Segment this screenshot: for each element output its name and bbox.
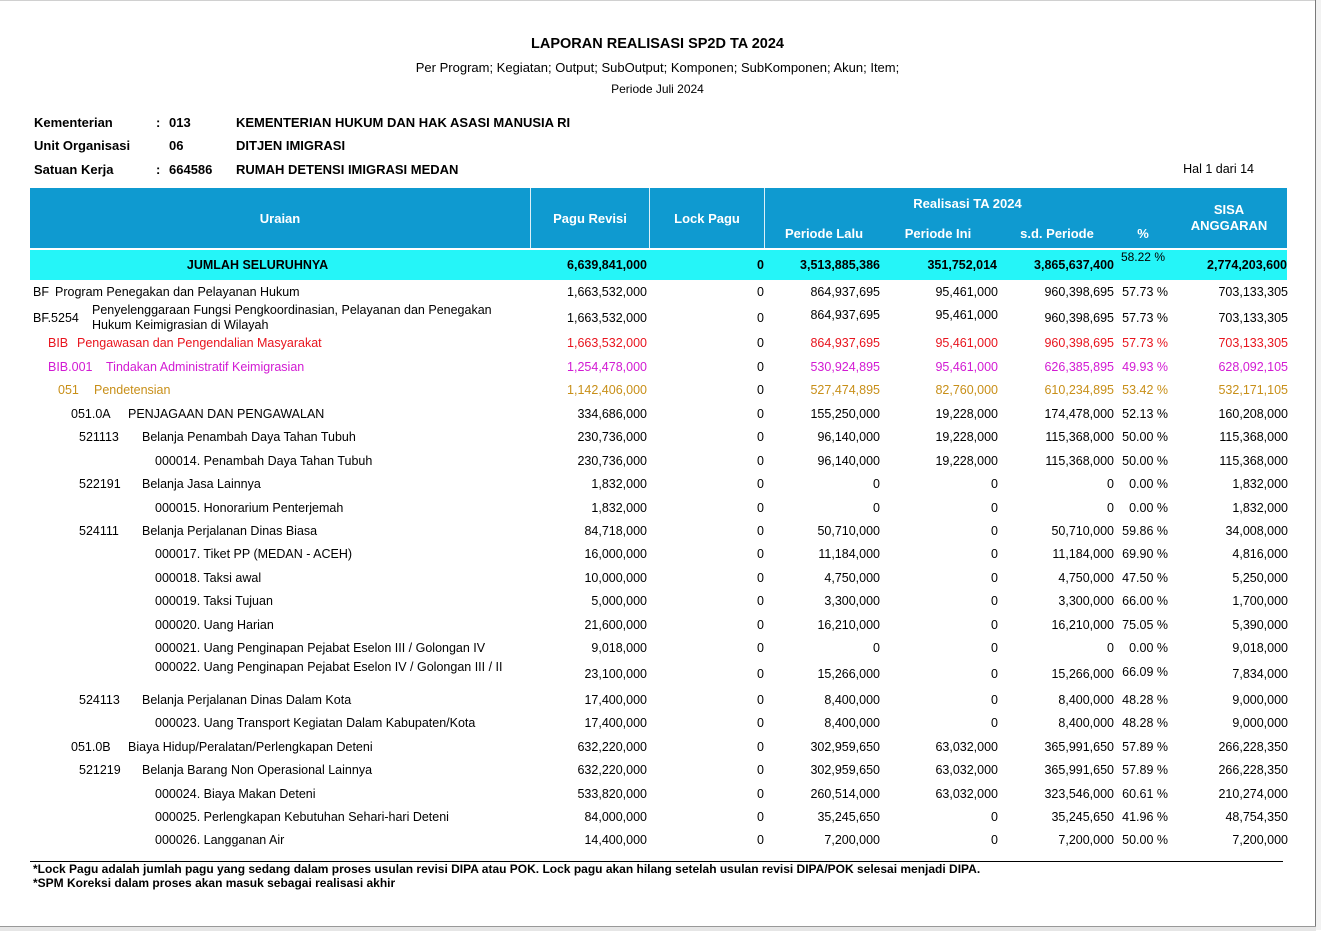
row-lalu: 3,300,000 xyxy=(824,594,880,608)
row-sisa: 34,008,000 xyxy=(1225,524,1288,538)
row-ini: 0 xyxy=(991,547,998,561)
row-ini: 95,461,000 xyxy=(935,285,998,299)
row-pagu: 1,663,532,000 xyxy=(567,336,647,350)
table-header xyxy=(30,188,1287,248)
row-sd: 115,368,000 xyxy=(1045,454,1114,468)
row-lalu: 0 xyxy=(873,477,880,491)
total-pct: 58.22 % xyxy=(1120,250,1165,264)
row-ini: 63,032,000 xyxy=(935,787,998,801)
total-lock: 0 xyxy=(757,258,764,272)
row-pct: 53.42 % xyxy=(1122,383,1168,397)
row-sd: 115,368,000 xyxy=(1045,430,1114,444)
row-label: Belanja Barang Non Operasional Lainnya xyxy=(142,763,373,777)
row-sd: 15,266,000 xyxy=(1051,667,1114,681)
row-ini: 0 xyxy=(991,477,998,491)
row-ini: 95,461,000 xyxy=(935,336,998,350)
row-ini: 0 xyxy=(991,618,998,632)
row-pct: 49.93 % xyxy=(1122,360,1168,374)
table-row xyxy=(0,641,1315,661)
row-pct: 48.28 % xyxy=(1122,693,1168,707)
row-lock: 0 xyxy=(757,501,764,515)
row-lock: 0 xyxy=(757,763,764,777)
row-lalu: 96,140,000 xyxy=(817,454,880,468)
row-sd: 323,546,000 xyxy=(1044,787,1114,801)
row-label: Belanja Jasa Lainnya xyxy=(142,477,261,491)
row-sisa: 266,228,350 xyxy=(1218,740,1288,754)
satker-label: Satuan Kerja xyxy=(34,162,114,177)
row-sisa: 9,000,000 xyxy=(1232,716,1288,730)
row-pct: 48.28 % xyxy=(1122,716,1168,730)
row-label: 000020. Uang Harian xyxy=(155,618,274,632)
table-row xyxy=(0,618,1315,638)
row-sd: 174,478,000 xyxy=(1044,407,1114,421)
row-ini: 0 xyxy=(991,594,998,608)
row-lock: 0 xyxy=(757,833,764,847)
row-label: Belanja Perjalanan Dinas Dalam Kota xyxy=(142,693,352,707)
row-pagu: 5,000,000 xyxy=(591,594,647,608)
col-pagu-revisi: Pagu Revisi xyxy=(553,210,627,226)
table-row xyxy=(0,571,1315,591)
row-lalu: 50,710,000 xyxy=(817,524,880,538)
row-code: BIB.001 xyxy=(48,360,93,374)
table-row xyxy=(0,360,1315,380)
row-sisa: 7,834,000 xyxy=(1232,667,1288,681)
row-sisa: 532,171,105 xyxy=(1218,383,1288,397)
row-label-line2: Hukum Keimigrasian di Wilayah xyxy=(92,318,269,332)
row-label: 000023. Uang Transport Kegiatan Dalam Kabupaten/Kota xyxy=(155,716,476,730)
table-row xyxy=(0,303,1315,333)
row-lock: 0 xyxy=(757,618,764,632)
row-pagu: 10,000,000 xyxy=(584,571,647,585)
table-row xyxy=(0,336,1315,356)
row-lock: 0 xyxy=(757,430,764,444)
row-pagu: 533,820,000 xyxy=(577,787,647,801)
row-sisa: 160,208,000 xyxy=(1218,407,1288,421)
row-pagu: 632,220,000 xyxy=(577,763,647,777)
row-label: Tindakan Administratif Keimigrasian xyxy=(106,360,305,374)
row-lock: 0 xyxy=(757,477,764,491)
table-row xyxy=(0,430,1315,450)
row-sd: 0 xyxy=(1107,641,1114,655)
row-lock: 0 xyxy=(757,336,764,350)
row-lalu: 864,937,695 xyxy=(810,308,880,322)
row-ini: 0 xyxy=(991,667,998,681)
row-label: 000015. Honorarium Penterjemah xyxy=(155,501,344,515)
row-code: 051.0B xyxy=(71,740,111,754)
row-pagu: 632,220,000 xyxy=(577,740,647,754)
row-lalu: 155,250,000 xyxy=(810,407,880,421)
row-ini: 0 xyxy=(991,833,998,847)
row-sisa: 1,832,000 xyxy=(1232,477,1288,491)
page-info: Hal 1 dari 14 xyxy=(1183,162,1254,176)
report-period: Periode Juli 2024 xyxy=(611,82,704,96)
total-row xyxy=(30,250,1287,280)
row-pct: 57.73 % xyxy=(1122,336,1168,350)
row-lalu: 11,184,000 xyxy=(818,547,880,561)
row-label: 000017. Tiket PP (MEDAN - ACEH) xyxy=(155,547,353,561)
row-code: BF.5254 xyxy=(33,311,79,325)
row-lalu: 864,937,695 xyxy=(810,285,880,299)
row-sisa: 9,018,000 xyxy=(1232,641,1288,655)
row-label: Pendetensian xyxy=(94,383,171,397)
row-pagu: 1,663,532,000 xyxy=(567,285,647,299)
row-lock: 0 xyxy=(757,285,764,299)
row-sd: 8,400,000 xyxy=(1058,716,1114,730)
row-pagu: 334,686,000 xyxy=(577,407,647,421)
row-code: 051 xyxy=(58,383,79,397)
row-label: 000021. Uang Penginapan Pejabat Eselon III / Golongan IV xyxy=(155,641,486,655)
note-lock-pagu: *Lock Pagu adalah jumlah pagu yang sedang dalam proses usulan revisi DIPA atau POK. Lock pagu akan hilang setelah usulan revisi DIPA/POK selesai menjadi DIPA. xyxy=(33,862,981,876)
row-lalu: 4,750,000 xyxy=(824,571,880,585)
row-label: Biaya Hidup/Peralatan/Perlengkapan Deteni xyxy=(128,740,373,754)
row-lalu: 302,959,650 xyxy=(810,740,880,754)
row-pct: 57.73 % xyxy=(1122,285,1168,299)
row-ini: 0 xyxy=(991,524,998,538)
row-label: 000014. Penambah Daya Tahan Tubuh xyxy=(155,454,373,468)
row-sd: 365,991,650 xyxy=(1044,740,1114,754)
row-sisa: 628,092,105 xyxy=(1218,360,1288,374)
page-top-edge xyxy=(0,0,1315,1)
row-pct: 47.50 % xyxy=(1122,571,1168,585)
row-ini: 0 xyxy=(991,716,998,730)
col-pct: % xyxy=(1137,225,1149,241)
row-code: BF xyxy=(33,285,49,299)
row-sisa: 115,368,000 xyxy=(1219,430,1288,444)
row-lalu: 530,924,895 xyxy=(810,360,880,374)
row-label: Belanja Penambah Daya Tahan Tubuh xyxy=(142,430,356,444)
row-lalu: 0 xyxy=(873,501,880,515)
row-code: 522191 xyxy=(79,477,121,491)
row-ini: 19,228,000 xyxy=(935,430,998,444)
row-label: 000024. Biaya Makan Deteni xyxy=(155,787,316,801)
row-pagu: 1,142,406,000 xyxy=(567,383,647,397)
row-sd: 8,400,000 xyxy=(1058,693,1114,707)
row-pct: 41.96 % xyxy=(1122,810,1168,824)
row-pagu: 17,400,000 xyxy=(584,716,647,730)
row-code: 524113 xyxy=(79,693,120,707)
row-pct: 50.00 % xyxy=(1122,454,1168,468)
row-ini: 0 xyxy=(991,641,998,655)
row-lock: 0 xyxy=(757,311,764,325)
row-lalu: 96,140,000 xyxy=(817,430,880,444)
row-lock: 0 xyxy=(757,407,764,421)
table-row xyxy=(0,383,1315,403)
row-sisa: 7,200,000 xyxy=(1232,833,1288,847)
kementerian-code: 013 xyxy=(169,115,191,130)
row-sd: 960,398,695 xyxy=(1044,311,1114,325)
row-pagu: 1,832,000 xyxy=(591,477,647,491)
row-sisa: 115,368,000 xyxy=(1219,454,1288,468)
col-sisa-anggaran: SISA ANGGARAN xyxy=(1190,202,1268,233)
total-sd: 3,865,637,400 xyxy=(1034,258,1114,272)
row-pct: 0.00 % xyxy=(1129,477,1168,491)
row-pagu: 17,400,000 xyxy=(584,693,647,707)
row-lalu: 15,266,000 xyxy=(817,667,880,681)
row-ini: 0 xyxy=(991,571,998,585)
row-sd: 35,245,650 xyxy=(1051,810,1114,824)
row-lock: 0 xyxy=(757,810,764,824)
row-pagu: 84,718,000 xyxy=(584,524,647,538)
table-row xyxy=(0,740,1315,760)
table-row xyxy=(0,547,1315,567)
row-label: PENJAGAAN DAN PENGAWALAN xyxy=(128,407,325,421)
unit-label: Unit Organisasi xyxy=(34,138,131,153)
total-pagu: 6,639,841,000 xyxy=(567,258,647,272)
row-pagu: 1,832,000 xyxy=(591,501,647,515)
row-ini: 95,461,000 xyxy=(935,360,998,374)
row-code: 521219 xyxy=(79,763,121,777)
row-pagu: 84,000,000 xyxy=(584,810,647,824)
satker-name: RUMAH DETENSI IMIGRASI MEDAN xyxy=(236,162,459,177)
row-lalu: 864,937,695 xyxy=(810,336,880,350)
row-lock: 0 xyxy=(757,571,764,585)
row-lalu: 35,245,650 xyxy=(817,810,880,824)
row-label: 000019. Taksi Tujuan xyxy=(155,594,273,608)
row-sisa: 703,133,305 xyxy=(1218,336,1288,350)
row-sisa: 4,816,000 xyxy=(1232,547,1288,561)
row-lock: 0 xyxy=(757,787,764,801)
row-ini: 63,032,000 xyxy=(935,740,998,754)
col-periode-ini: Periode Ini xyxy=(904,225,972,241)
row-ini: 82,760,000 xyxy=(935,383,998,397)
row-sd: 610,234,895 xyxy=(1044,383,1114,397)
row-lalu: 16,210,000 xyxy=(817,618,880,632)
row-sd: 11,184,000 xyxy=(1052,547,1114,561)
row-lalu: 260,514,000 xyxy=(810,787,880,801)
row-sisa: 1,700,000 xyxy=(1232,594,1288,608)
row-lalu: 302,959,650 xyxy=(810,763,880,777)
table-row xyxy=(0,660,1315,690)
table-row xyxy=(0,477,1315,497)
satker-code: 664586 xyxy=(169,162,213,177)
row-label: 000026. Langganan Air xyxy=(155,833,285,847)
row-sisa: 5,250,000 xyxy=(1232,571,1288,585)
kementerian-colon: : xyxy=(156,115,161,130)
satker-colon: : xyxy=(156,162,161,177)
total-sisa: 2,774,203,600 xyxy=(1207,258,1287,272)
row-sisa: 48,754,350 xyxy=(1225,810,1288,824)
row-pagu: 230,736,000 xyxy=(577,430,647,444)
row-lock: 0 xyxy=(757,547,764,561)
unit-name: DITJEN IMIGRASI xyxy=(236,138,346,153)
row-pagu: 230,736,000 xyxy=(577,454,647,468)
row-lock: 0 xyxy=(757,667,764,681)
row-sd: 4,750,000 xyxy=(1058,571,1114,585)
row-lalu: 7,200,000 xyxy=(824,833,880,847)
total-label: JUMLAH SELURUHNYA xyxy=(186,258,329,272)
table-row xyxy=(0,594,1315,614)
total-lalu: 3,513,885,386 xyxy=(800,258,880,272)
col-lock-pagu: Lock Pagu xyxy=(674,210,740,226)
row-pct: 52.13 % xyxy=(1122,407,1168,421)
row-code: 524111 xyxy=(79,524,119,538)
page-bottom-edge xyxy=(0,926,1316,931)
row-code: 051.0A xyxy=(71,407,111,421)
table-row xyxy=(0,501,1315,521)
row-pct: 0.00 % xyxy=(1129,501,1168,515)
report-title: LAPORAN REALISASI SP2D TA 2024 xyxy=(531,36,784,52)
table-row xyxy=(0,693,1315,713)
table-row xyxy=(0,524,1315,544)
kementerian-name: KEMENTERIAN HUKUM DAN HAK ASASI MANUSIA RI xyxy=(236,115,571,130)
row-lock: 0 xyxy=(757,594,764,608)
table-row xyxy=(0,454,1315,474)
row-sisa: 703,133,305 xyxy=(1218,311,1288,325)
row-pct: 50.00 % xyxy=(1122,430,1168,444)
row-ini: 19,228,000 xyxy=(935,407,998,421)
row-label: Program Penegakan dan Pelayanan Hukum xyxy=(55,285,300,299)
row-code: 521113 xyxy=(79,430,119,444)
unit-code: 06 xyxy=(169,138,184,153)
row-ini: 0 xyxy=(991,810,998,824)
row-label: 000018. Taksi awal xyxy=(155,571,262,585)
row-sisa: 703,133,305 xyxy=(1218,285,1288,299)
row-lalu: 0 xyxy=(873,641,880,655)
row-sd: 16,210,000 xyxy=(1051,618,1114,632)
row-pct: 50.00 % xyxy=(1122,833,1168,847)
row-pct: 57.89 % xyxy=(1122,740,1168,754)
row-pct: 59.86 % xyxy=(1122,524,1168,538)
row-lock: 0 xyxy=(757,641,764,655)
row-sd: 626,385,895 xyxy=(1044,360,1114,374)
col-realisasi: Realisasi TA 2024 xyxy=(913,195,1022,211)
row-sd: 50,710,000 xyxy=(1051,524,1114,538)
row-pagu: 1,663,532,000 xyxy=(567,311,647,325)
row-sd: 365,991,650 xyxy=(1044,763,1114,777)
table-row xyxy=(0,810,1315,830)
row-sisa: 266,228,350 xyxy=(1218,763,1288,777)
row-sd: 3,300,000 xyxy=(1058,594,1114,608)
row-lock: 0 xyxy=(757,716,764,730)
table-row xyxy=(0,407,1315,427)
row-lock: 0 xyxy=(757,454,764,468)
row-pagu: 23,100,000 xyxy=(584,667,647,681)
page-right-margin xyxy=(1316,0,1321,930)
table-row xyxy=(0,763,1315,783)
row-pct: 57.89 % xyxy=(1122,763,1168,777)
row-lalu: 8,400,000 xyxy=(824,716,880,730)
row-lock: 0 xyxy=(757,383,764,397)
row-label: Belanja Perjalanan Dinas Biasa xyxy=(142,524,318,538)
col-sd-periode: s.d. Periode xyxy=(1020,225,1094,241)
row-pct: 75.05 % xyxy=(1122,618,1168,632)
row-pagu: 1,254,478,000 xyxy=(567,360,647,374)
row-pct: 66.09 % xyxy=(1122,665,1168,679)
row-label: 000022. Uang Penginapan Pejabat Eselon IV / Golongan III / II xyxy=(155,660,503,674)
row-ini: 95,461,000 xyxy=(935,308,998,322)
row-sd: 0 xyxy=(1107,501,1114,515)
row-sd: 960,398,695 xyxy=(1044,336,1114,350)
row-lalu: 8,400,000 xyxy=(824,693,880,707)
row-ini: 0 xyxy=(991,501,998,515)
total-ini: 351,752,014 xyxy=(927,258,997,272)
row-pagu: 14,400,000 xyxy=(584,833,647,847)
row-lock: 0 xyxy=(757,524,764,538)
row-pct: 57.73 % xyxy=(1122,311,1168,325)
table-row xyxy=(0,833,1315,853)
row-sisa: 1,832,000 xyxy=(1232,501,1288,515)
kementerian-label: Kementerian xyxy=(34,115,113,130)
row-pagu: 21,600,000 xyxy=(584,618,647,632)
row-label: Penyelenggaraan Fungsi Pengkoordinasian, Pelayanan dan Penegakan xyxy=(92,303,492,317)
row-pct: 0.00 % xyxy=(1129,641,1168,655)
row-sd: 0 xyxy=(1107,477,1114,491)
row-lock: 0 xyxy=(757,693,764,707)
row-sd: 960,398,695 xyxy=(1044,285,1114,299)
row-sisa: 5,390,000 xyxy=(1232,618,1288,632)
row-lock: 0 xyxy=(757,360,764,374)
row-sisa: 9,000,000 xyxy=(1232,693,1288,707)
note-spm-koreksi: *SPM Koreksi dalam proses akan masuk sebagai realisasi akhir xyxy=(33,876,396,890)
row-code: BIB xyxy=(48,336,69,350)
row-ini: 19,228,000 xyxy=(935,454,998,468)
row-ini: 0 xyxy=(991,693,998,707)
row-label: Pengawasan dan Pengendalian Masyarakat xyxy=(77,336,322,350)
row-ini: 63,032,000 xyxy=(935,763,998,777)
row-pct: 66.00 % xyxy=(1122,594,1168,608)
row-pct: 60.61 % xyxy=(1122,787,1168,801)
row-sd: 7,200,000 xyxy=(1058,833,1114,847)
row-label: 000025. Perlengkapan Kebutuhan Sehari-hari Deteni xyxy=(155,810,449,824)
col-uraian: Uraian xyxy=(259,210,301,226)
row-sisa: 210,274,000 xyxy=(1218,787,1288,801)
table-row xyxy=(0,716,1315,736)
table-row xyxy=(0,285,1315,305)
table-row xyxy=(0,787,1315,807)
report-subtitle: Per Program; Kegiatan; Output; SubOutput; Komponen; SubKomponen; Akun; Item; xyxy=(415,60,900,75)
row-pct: 69.90 % xyxy=(1122,547,1168,561)
row-lalu: 527,474,895 xyxy=(810,383,880,397)
row-lock: 0 xyxy=(757,740,764,754)
col-periode-lalu: Periode Lalu xyxy=(784,225,864,241)
row-pagu: 16,000,000 xyxy=(584,547,647,561)
row-pagu: 9,018,000 xyxy=(591,641,647,655)
